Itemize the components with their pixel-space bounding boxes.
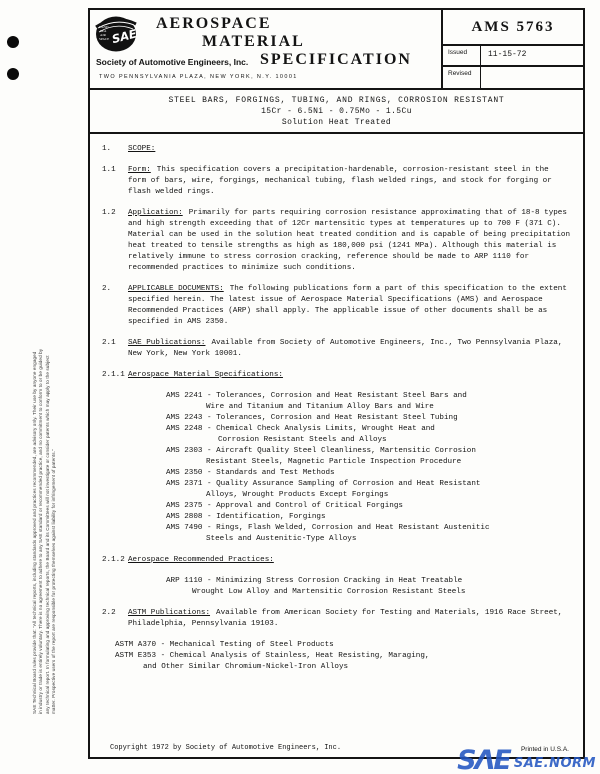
section-text: The following publications form a part of this specification to the extent specified herein. The latest issue of Aerospace Material Specifications (AMS) and Aerospace Recommended Practices (ARP) shall apply. The applicable issue of other documents shall be as specified in AMS 2350. xyxy=(128,285,567,326)
section-text: Available from Society of Automotive Engineers, Inc., Two Pennsylvania Plaza, New York, New York 10001. xyxy=(128,339,563,358)
section-arp-practices xyxy=(102,555,571,566)
section-number: 1.1 xyxy=(102,166,116,174)
logo-word: LAND xyxy=(99,25,109,29)
list-line: AMS 2248 - Chemical Check Analysis Limits, Wrought Heat and xyxy=(166,425,435,433)
revised-label: Revised xyxy=(443,67,481,88)
list-line: AMS 7490 - Rings, Flash Welded, Corrosion and Heat Resistant Austenitic xyxy=(166,524,490,532)
legal-line: in industry or trade is entirely voluntary. There is no agreement to adhere to any SAE standard or recommended practice, and no commitment to conform to or be guided by xyxy=(38,348,44,714)
document-body xyxy=(90,134,583,673)
sae-norm-watermark xyxy=(457,745,598,774)
section-form xyxy=(102,165,571,198)
issued-label: Issued xyxy=(443,46,481,65)
logo-sae-text: SAE xyxy=(110,26,139,47)
section-number: 2.1.1 xyxy=(102,371,125,379)
section-applicable-documents xyxy=(102,284,571,328)
publisher-address: TWO PENNSYLVANIA PLAZA, NEW YORK, N.Y. 10001 xyxy=(99,74,298,80)
section-application xyxy=(102,208,571,274)
list-line: AMS 2371 - Quality Assurance Sampling of Corrosion and Heat Resistant xyxy=(166,480,481,488)
section-scope xyxy=(102,144,571,155)
legal-line: matter. Prospective users of the report are responsible for protecting themselves against liability for infringement of patents." xyxy=(51,449,57,714)
section-heading: Aerospace Recommended Practices: xyxy=(128,556,274,564)
list-line: AMS 2808 - Identification, Forgings xyxy=(166,513,326,521)
document-frame xyxy=(88,8,585,759)
spec-condition: Solution Heat Treated xyxy=(281,118,392,127)
section-sae-publications xyxy=(102,338,571,360)
section-number: 2.2 xyxy=(102,609,116,617)
section-number: 2. xyxy=(102,285,112,293)
section-heading: ASTM Publications: xyxy=(128,609,211,617)
section-text: Available from American Society for Testing and Materials, 1916 Race Street, Philadelphia, Pennsylvania 19103. xyxy=(128,609,563,628)
registration-mark xyxy=(7,36,19,48)
list-line-continuation: Wire and Titanium and Titanium Alloy Bars and Wire xyxy=(206,403,434,411)
copyright-notice: Copyright 1972 by Society of Automotive Engineers, Inc. xyxy=(110,744,342,752)
list-line: AMS 2241 - Tolerances, Corrosion and Heat Resistant Steel Bars and xyxy=(166,392,467,400)
printed-in-usa: Printed in U.S.A. xyxy=(520,746,569,753)
section-heading: SAE Publications: xyxy=(128,339,206,347)
section-astm-publications xyxy=(102,608,571,630)
section-text: This specification covers a precipitation-hardenable, corrosion-resistant steel in the form of bars, wire, forgings, mechanical tubing, flash welded rings, and stock for forging or flash welded rings. xyxy=(128,166,552,196)
section-number: 2.1.2 xyxy=(102,556,125,564)
list-line: AMS 2243 - Tolerances, Corrosion and Heat Resistant Steel Tubing xyxy=(166,414,458,422)
revised-row xyxy=(443,67,583,88)
section-number: 1. xyxy=(102,145,112,153)
list-line: ARP 1110 - Minimizing Stress Corrosion Cracking in Heat Treatable xyxy=(166,577,463,585)
logo-word: SPACE xyxy=(99,37,110,41)
watermark-logo-icon: SΛE xyxy=(457,745,510,774)
section-text: Primarily for parts requiring corrosion resistance approximating that of 18-8 types and high strength exceeding that of 12Cr martensitic types at temperatures up to 700 F (371 C). Material can be used in the solution heat treated condition and is capable of being precipitation heat treated to tensile strengths as high as 180,000 psi (1241 MPa). Although this material is relatively immune to stress corrosion cracking, reference should be made to ARP 1110 for recommended practices to minimize such conditions. xyxy=(128,209,571,272)
doc-title-line1: AEROSPACE xyxy=(156,15,272,32)
logo-word: SEA xyxy=(100,29,107,33)
section-heading: SCOPE: xyxy=(128,145,156,153)
document-header xyxy=(90,10,583,90)
revised-date xyxy=(481,67,488,88)
list-line: AMS 2350 - Standards and Test Methods xyxy=(166,469,335,477)
list-line-continuation: Wrought Low Alloy and Martensitic Corrosion Resistant Steels xyxy=(192,588,466,596)
spec-title: STEEL BARS, FORGINGS, TUBING, AND RINGS, CORROSION RESISTANT xyxy=(168,96,505,105)
section-heading: Application: xyxy=(128,209,183,217)
registration-mark xyxy=(7,68,19,80)
spec-number: AMS 5763 xyxy=(443,10,583,46)
doc-title-line3: SPECIFICATION xyxy=(260,51,412,68)
header-left xyxy=(90,10,443,88)
spec-title-block xyxy=(90,90,583,134)
sae-badge-logo xyxy=(94,13,140,58)
header-right xyxy=(443,10,583,88)
list-line: ASTM A370 - Mechanical Testing of Steel Products xyxy=(115,641,334,649)
section-heading: APPLICABLE DOCUMENTS: xyxy=(128,285,224,293)
list-line-continuation: Steels and Austenitic-Type Alloys xyxy=(206,535,357,543)
list-line: AMS 2303 - Aircraft Quality Steel Cleanliness, Martensitic Corrosion xyxy=(166,447,476,455)
list-line: ASTM E353 - Chemical Analysis of Stainless, Heat Resisting, Maraging, xyxy=(115,652,430,660)
ams-publications-list xyxy=(102,391,571,545)
list-line-continuation: Corrosion Resistant Steels and Alloys xyxy=(218,436,387,444)
section-number: 2.1 xyxy=(102,339,116,347)
list-line-continuation: and Other Similar Chromium-Nickel-Iron Alloys xyxy=(143,663,349,671)
list-line: AMS 2375 - Approval and Control of Critical Forgings xyxy=(166,502,403,510)
section-heading: Form: xyxy=(128,166,151,174)
section-ams-specs xyxy=(102,370,571,381)
publisher-name: Society of Automotive Engineers, Inc. xyxy=(96,57,249,67)
list-line-continuation: Resistant Steels, Magnetic Particle Inspection Procedure xyxy=(206,458,462,466)
legal-line: any technical report. In formulating and approving technical reports, the Board and its Committees will not investigate or consider patents which may apply to the subject xyxy=(44,355,50,714)
doc-title-line2: MATERIAL xyxy=(202,33,305,50)
arp-practices-list xyxy=(102,576,571,598)
issued-date: 11-15-72 xyxy=(488,50,527,59)
logo-word: AIR xyxy=(100,33,106,37)
section-number: 1.2 xyxy=(102,209,116,217)
astm-publications-list xyxy=(102,640,571,673)
watermark-label: SAE.NORM xyxy=(513,756,596,771)
issued-row xyxy=(443,46,583,67)
list-line-continuation: Alloys, Wrought Products Except Forgings xyxy=(206,491,389,499)
legal-disclaimer-rotated xyxy=(32,50,58,714)
section-heading: Aerospace Material Specifications: xyxy=(128,371,283,379)
spec-composition: 15Cr - 6.5Ni - 0.75Mo - 1.5Cu xyxy=(261,107,412,116)
legal-line: SAE Technical Board rules provide that: "All technical reports, including standards approved and practices recommended, are advisory only. Their use by anyone engaged xyxy=(32,351,37,714)
